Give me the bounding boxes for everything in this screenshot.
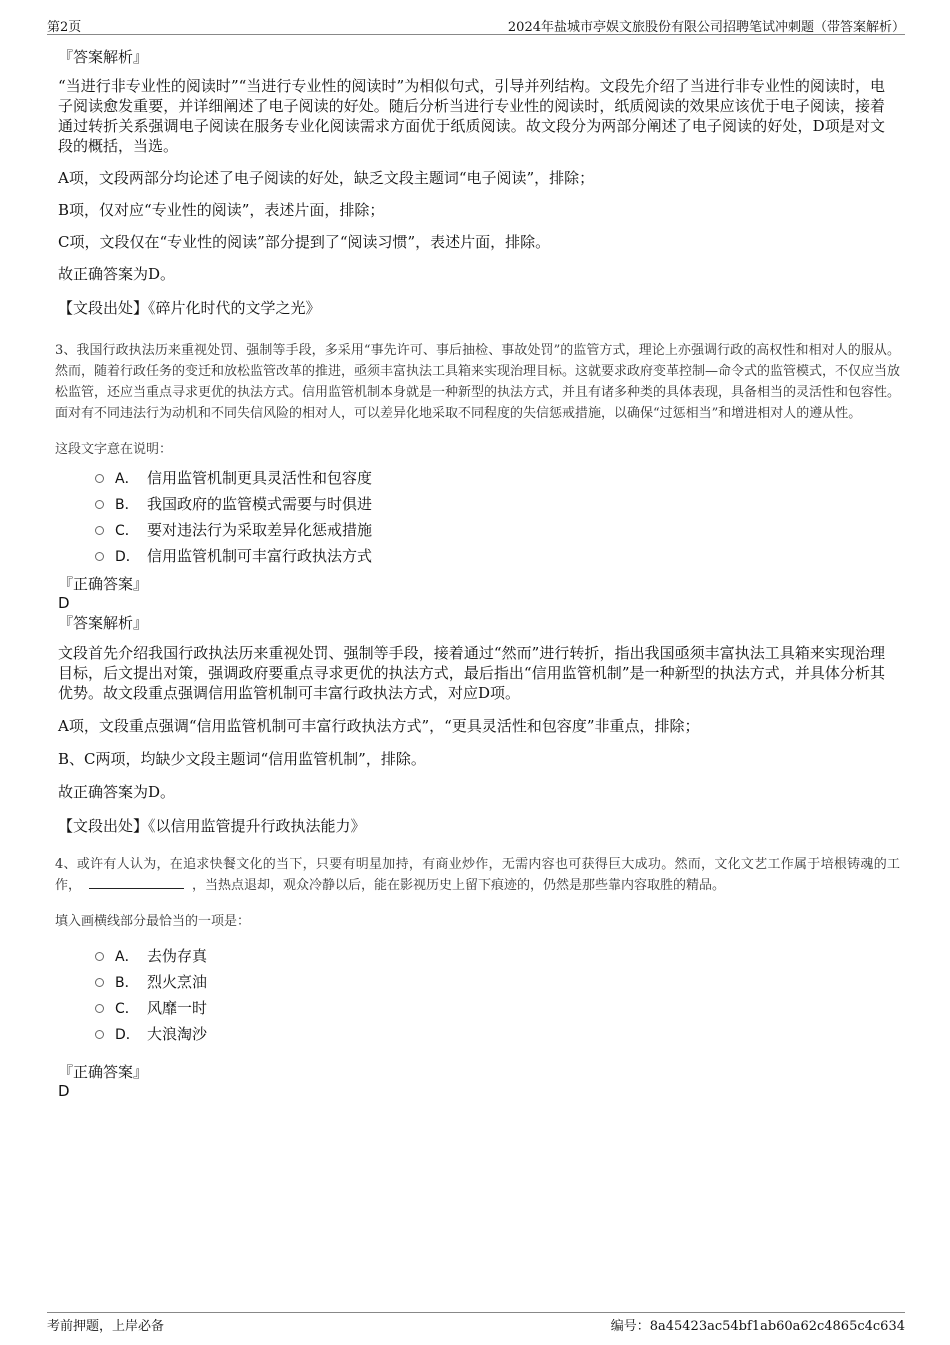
radio-icon[interactable] (95, 526, 104, 535)
correct-answer-label: 『正确答案』 (58, 575, 149, 593)
correct-answer-label: 『正确答案』 (58, 1063, 149, 1081)
radio-icon[interactable] (95, 552, 104, 561)
page-header (47, 14, 905, 35)
analysis-label: 『答案解析』 (58, 614, 149, 632)
radio-icon[interactable] (95, 500, 104, 509)
question-text: 3、我国行政执法历来重视处罚、强制等手段，多采用“事先许可、事后抽检、事故处罚”的监管方式，理论上亦强调行政的高权性和相对人的服从。然而，随着行政任务的变迁和放松监管改革的推进，亟须丰富执法工具箱来实现治理目标。这就要求政府变革控制—命令式的监管模式，不仅应当放松监管，还应当重点寻求更优的执法方式。信用监管机制本身就是一种新型的执法方式，并且有诸多种类的具体表现，具备相当的灵活性和包容性。面对有不同违法行为动机和不同失信风险的相对人，可以差异化地采取不同程度的失信惩戒措施，以确保“过惩相当”和增进相对人的遵从性。 (55, 343, 901, 421)
analysis-paragraph: 文段首先介绍我国行政执法历来重视处罚、强制等手段，接着通过“然而”进行转折，指出我国亟须丰富执法工具箱来实现治理目标，后文提出对策，强调政府要重点寻求更优的执法方式，最后指出“信用监管机制”是一种新型的执法方式，并具体分析其优势。故文段重点强调信用监管机制可丰富行政执法方式，对应D项。 (58, 644, 885, 702)
document-title: 2024年盐城市亭娱文旅股份有限公司招聘笔试冲刺题（带答案解析） (507, 20, 905, 35)
options-list (95, 465, 905, 569)
source-citation: 【文段出处】《以信用监管提升行政执法能力》 (58, 817, 366, 835)
question-prompt: 这段文字意在说明： (55, 442, 173, 457)
document-id: 编号：8a45423ac54bf1ab60a62c4865c4c634 (610, 1319, 905, 1334)
option-c[interactable]: C． 风靡一时 (95, 995, 905, 1021)
radio-icon[interactable] (95, 1004, 104, 1013)
question-text: 4、或许有人认为，在追求快餐文化的当下，只要有明星加持，有商业炒作，无需内容也可获得巨大成功。然而，文化文艺工作属于培根铸魂的工作， ，当热点退却，观众冷静以后，能在影视历史上留下痕迹的，仍然是那些靠内容取胜的精品。 (55, 857, 900, 893)
option-d[interactable]: D． 信用监管机制可丰富行政执法方式 (95, 543, 905, 569)
footer-slogan: 考前押题，上岸必备 (47, 1319, 165, 1334)
radio-icon[interactable] (95, 1030, 104, 1039)
analysis-paragraph: B、C两项，均缺少文段主题词“信用监管机制”，排除。 (58, 750, 426, 768)
option-b[interactable]: B． 烈火烹油 (95, 969, 905, 995)
fill-in-blank (89, 876, 184, 889)
option-a[interactable]: A． 去伪存真 (95, 943, 905, 969)
source-citation: 【文段出处】《碎片化时代的文学之光》 (58, 299, 321, 317)
option-b[interactable]: B． 我国政府的监管模式需要与时俱进 (95, 491, 905, 517)
analysis-paragraph: A项，文段两部分均论述了电子阅读的好处，缺乏文段主题词“电子阅读”，排除； (58, 169, 595, 187)
page-number: 第2页 (47, 20, 82, 35)
radio-icon[interactable] (95, 952, 104, 961)
analysis-paragraph: “当进行非专业性的阅读时”“当进行专业性的阅读时”为相似句式，引导并列结构。文段先介绍了当进行非专业性的阅读时，电子阅读愈发重要，并详细阐述了电子阅读的好处。随后分析当进行专业性的阅读时，纸质阅读的效果应该优于电子阅读，接着通过转折关系强调电子阅读在服务专业化阅读需求方面优于纸质阅读。故文段分为两部分阐述了电子阅读的好处，D项是对文段的概括，当选。 (58, 77, 885, 155)
options-list (95, 943, 905, 1047)
radio-icon[interactable] (95, 978, 104, 987)
option-c[interactable]: C． 要对违法行为采取差异化惩戒措施 (95, 517, 905, 543)
page-footer (47, 1312, 905, 1335)
conclusion: 故正确答案为D。 (58, 265, 176, 283)
radio-icon[interactable] (95, 474, 104, 483)
correct-answer-value: D (58, 1082, 70, 1100)
analysis-paragraph: A项，文段重点强调“信用监管机制可丰富行政执法方式”，“更具灵活性和包容度”非重点，排除； (58, 717, 700, 735)
question-prompt: 填入画横线部分最恰当的一项是： (55, 914, 251, 929)
correct-answer-value: D (58, 594, 70, 612)
conclusion: 故正确答案为D。 (58, 783, 176, 801)
analysis-paragraph: C项，文段仅在“专业性的阅读”部分提到了“阅读习惯”，表述片面，排除。 (58, 233, 551, 251)
option-d[interactable]: D． 大浪淘沙 (95, 1021, 905, 1047)
analysis-paragraph: B项，仅对应“专业性的阅读”，表述片面，排除； (58, 201, 385, 219)
option-a[interactable]: A． 信用监管机制更具灵活性和包容度 (95, 465, 905, 491)
analysis-label: 『答案解析』 (58, 48, 149, 66)
main-content (55, 46, 905, 1101)
